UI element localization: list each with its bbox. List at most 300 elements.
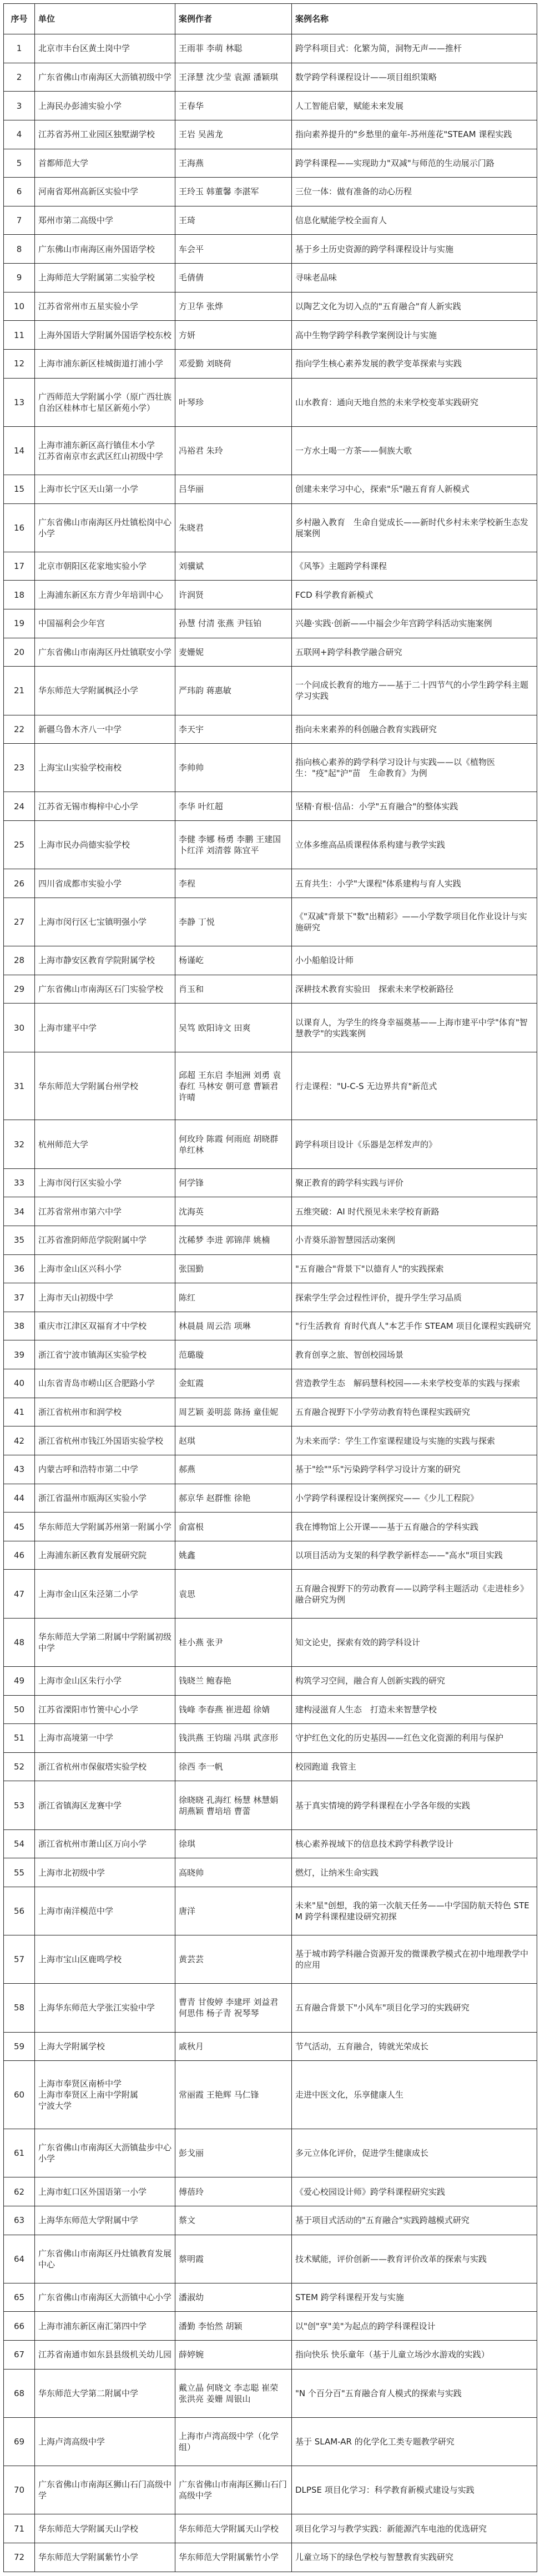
table-row: [4, 2466, 537, 2514]
cell-no: 14: [4, 426, 35, 475]
cell-unit: [35, 1340, 175, 1369]
cell-unit-line: 广东省佛山市南海区大沥镇盐步中心小学: [38, 2143, 172, 2164]
table-row: [4, 321, 537, 350]
cell-case-name-line: 五联网+跨学科教学融合研究: [295, 647, 402, 658]
cell-unit: [35, 149, 175, 178]
table-row: [4, 638, 537, 667]
table-row: [4, 715, 537, 744]
cell-author-line: 李华 叶红超: [179, 801, 223, 811]
cell-author: [175, 321, 292, 350]
cell-author: [175, 2177, 292, 2206]
cell-case-name: [292, 1752, 537, 1781]
cell-unit-line: 浙江省镇海区龙赛中学: [38, 1800, 122, 1811]
table-row: [4, 2129, 537, 2177]
cell-no: 22: [4, 715, 35, 744]
cell-unit-line: 中国福利会少年宫: [38, 618, 105, 629]
table-row: [4, 1398, 537, 1426]
table-row: [4, 2206, 537, 2235]
cell-unit-line: 广东省佛山市南海区丹灶镇松岗中心小学: [38, 517, 172, 538]
cell-unit: [35, 821, 175, 869]
table-row: [4, 2341, 537, 2370]
cell-unit-line: 浙江省杭州市和润学校: [38, 1407, 122, 1418]
cell-author: [175, 1618, 292, 1666]
cell-author-line: 徐琪: [179, 1838, 196, 1849]
cell-author: [175, 1369, 292, 1398]
cell-no: 5: [4, 149, 35, 178]
table-row: [4, 2369, 537, 2417]
table-row: [4, 609, 537, 638]
cell-case-name: [292, 792, 537, 821]
cell-author: [175, 1312, 292, 1340]
cell-author-line: 何玫玲 陈霞 何雨庭 胡晓群 单红林: [179, 1133, 279, 1155]
cell-case-name-line: 基于"绘""乐"污染跨学科学习设计方案的研究: [295, 1464, 461, 1475]
cell-author: [175, 552, 292, 581]
cell-no: 39: [4, 1340, 35, 1369]
cell-no: 60: [4, 2061, 35, 2129]
cell-unit-line: 上海民办彭浦实验小学: [38, 100, 122, 111]
cell-unit-line: 郑州市第二高级中学: [38, 215, 114, 226]
cell-no: 37: [4, 1283, 35, 1312]
cell-case-name-line: 指向素养提升的"乡愁里的童年-苏州莲花"STEAM 课程实践: [295, 129, 512, 140]
cell-unit: [35, 1283, 175, 1312]
cell-case-name: [292, 1226, 537, 1254]
cell-unit: [35, 349, 175, 378]
cell-unit: [35, 1887, 175, 1935]
cell-case-name: [292, 503, 537, 552]
cell-unit-line: 华东师范大学附属天山学校: [38, 2523, 139, 2534]
cell-no: 43: [4, 1455, 35, 1484]
cell-case-name-line: 以陶艺文化为切入点的"五育融合"育人新实践: [295, 301, 461, 311]
cell-author: [175, 2341, 292, 2370]
cell-unit-line: 上海市宝山区鹿鸣学校: [38, 1954, 122, 1965]
table-row: [4, 1695, 537, 1724]
cell-case-name: [292, 1369, 537, 1398]
cell-no: 1: [4, 34, 35, 63]
cell-no: 41: [4, 1398, 35, 1426]
cell-case-name: [292, 1052, 537, 1120]
cell-author: [175, 34, 292, 63]
cell-unit-line: 内蒙古呼和浩特市第二中学: [38, 1464, 139, 1475]
cell-no: 49: [4, 1666, 35, 1695]
cell-author-line: 郝燕: [179, 1464, 196, 1475]
cell-no: 36: [4, 1254, 35, 1283]
cell-case-name: [292, 120, 537, 149]
cell-no: 31: [4, 1052, 35, 1120]
cell-unit-line: 浙江省杭州市钱江外国语实验学校: [38, 1435, 164, 1446]
cell-case-name-line: 数学跨学科课程设计——项目组织策略: [295, 72, 437, 82]
cell-unit-line: 新疆乌鲁木齐八一中学: [38, 724, 122, 734]
cell-no: 63: [4, 2206, 35, 2235]
cell-case-name: [292, 1004, 537, 1052]
header-author: 案例作者: [175, 4, 292, 34]
cell-unit: [35, 2341, 175, 2370]
table-row: [4, 975, 537, 1004]
cell-unit-line: 上海市建平中学: [38, 1022, 97, 1033]
cell-case-name: [292, 2177, 537, 2206]
cell-unit: [35, 475, 175, 503]
cell-no: 42: [4, 1426, 35, 1455]
cell-no: 18: [4, 581, 35, 609]
cell-case-name-line: 五维突破：AI 时代预见未来学校育新路: [295, 1206, 440, 1217]
cell-case-name-line: 《风筝》主题跨学科课程: [295, 561, 387, 572]
cell-author-line: 王海燕: [179, 158, 204, 168]
cell-author-line: 李帅帅: [179, 763, 204, 773]
cell-no: 32: [4, 1120, 35, 1168]
cell-author: [175, 1168, 292, 1197]
cell-unit: [35, 178, 175, 206]
cell-author: [175, 206, 292, 235]
cell-case-name: [292, 1197, 537, 1226]
cell-author: [175, 503, 292, 552]
cell-unit-line: 上海外国语大学附属外国语学校东校: [38, 330, 172, 340]
cell-case-name-line: 小青葵乐游智慧园活动案例: [295, 1235, 396, 1246]
cell-case-name: [292, 1312, 537, 1340]
cell-unit-line: 江苏省溧阳市竹箦中心小学: [38, 1704, 139, 1715]
cell-case-name: [292, 946, 537, 975]
cell-case-name: [292, 1254, 537, 1283]
cell-author: [175, 2032, 292, 2061]
cell-author: [175, 609, 292, 638]
cell-author-line: 蔡明霞: [179, 2254, 204, 2264]
cell-unit-line: 上海市金山区朱泾第二小学: [38, 1589, 139, 1599]
cell-unit: [35, 2466, 175, 2514]
cell-case-name-line: 高中生物学跨学科教学案例设计与实施: [295, 330, 437, 340]
cell-unit: [35, 378, 175, 426]
table-row: [4, 92, 537, 120]
cell-case-name-line: 立体多维高品质课程体系构建与教学实践: [295, 840, 446, 850]
table-row: [4, 1120, 537, 1168]
cell-no: 70: [4, 2466, 35, 2514]
case-table: [3, 3, 537, 2572]
cell-case-name-line: 五育融合视野下小学劳动教育特色课程实践研究: [295, 1407, 471, 1418]
cell-author-line: 朱晓君: [179, 522, 204, 533]
table-row: [4, 1666, 537, 1695]
cell-author: [175, 1283, 292, 1312]
cell-unit-line: 河南省郑州高新区实验中学: [38, 186, 139, 197]
cell-case-name: [292, 1935, 537, 1984]
cell-case-name-line: 跨学科项目式：化繁为简，洞物无声——推杆: [295, 43, 462, 54]
cell-author-line: 张国勤: [179, 1263, 204, 1274]
cell-case-name: [292, 869, 537, 898]
cell-case-name-line: 守护红色文化的历史基因——红色文化资源的利用与保护: [295, 1733, 504, 1743]
cell-author-line: 李健 李娜 杨勇 李鹏 王建国 卜红洋 刘清蓉 陈宜平: [179, 834, 281, 856]
table-row: [4, 178, 537, 206]
cell-no: 28: [4, 946, 35, 975]
cell-author: [175, 2312, 292, 2341]
cell-author: [175, 349, 292, 378]
cell-case-name-line: 技术赋能，评价创新——教育评价改革的探索与实践: [295, 2254, 487, 2264]
cell-author: [175, 92, 292, 120]
cell-author: [175, 1120, 292, 1168]
cell-case-name-line: 我在博物馆上公开课——基于五育融合的学科实践: [295, 1521, 479, 1532]
cell-case-name-line: 未来"星"创想，我的第一次航天任务——中学国防航天特色 STEM 跨学科课程建设研究初探: [295, 1901, 529, 1922]
cell-author: [175, 292, 292, 321]
cell-unit-line: 上海浦东新区东方青少年培训中心: [38, 589, 164, 600]
table-row: [4, 869, 537, 898]
cell-author-line: 严玮韵 蒋惠敏: [179, 685, 231, 696]
cell-unit-line: 上海市闵行区实验小学: [38, 1178, 122, 1188]
cell-unit: [35, 1781, 175, 1829]
cell-no: 29: [4, 975, 35, 1004]
cell-case-name-line: 寻味老品味: [295, 273, 337, 283]
cell-author: [175, 2129, 292, 2177]
table-row: [4, 264, 537, 293]
cell-author-line: 戚秋月: [179, 2041, 204, 2051]
cell-author: [175, 1858, 292, 1887]
cell-author-line: 傅蓓玲: [179, 2186, 204, 2197]
cell-unit-line: 上海市浦东新区桂城街道打浦小学: [38, 359, 164, 369]
cell-author-line: 何学锋: [179, 1178, 204, 1188]
cell-case-name-line: 三位一体：做有准备的动心历程: [295, 186, 412, 197]
cell-case-name-line: 创建未来学习中心，探索"乐"融五育育人新模式: [295, 484, 470, 495]
table-row: [4, 1752, 537, 1781]
cell-unit: [35, 1829, 175, 1858]
table-row: [4, 2417, 537, 2466]
cell-author: [175, 264, 292, 293]
table-row: [4, 1254, 537, 1283]
table-row: [4, 1226, 537, 1254]
cell-author-line: 徐晓晓 孔海红 杨慧 林慧娟 胡燕颖 曹培培 曹蕾: [179, 1794, 279, 1816]
cell-unit-line: 华东师范大学第二附属中学: [38, 2388, 139, 2398]
cell-case-name: [292, 206, 537, 235]
header-unit: 单位: [35, 4, 175, 34]
table-row: [4, 1935, 537, 1984]
cell-case-name-line: 基于乡土历史资源的跨学科课程设计与实施: [295, 244, 454, 254]
cell-author: [175, 2235, 292, 2283]
cell-unit-line: 上海宝山实验学校南校: [38, 763, 122, 773]
cell-case-name: [292, 2283, 537, 2312]
cell-unit-line: 江苏省常州市第六中学: [38, 1206, 122, 1217]
cell-case-name-line: 指向未来素养的科创融合教育实践研究: [295, 724, 437, 734]
cell-author: [175, 2061, 292, 2129]
cell-case-name-line: 基于 SLAM-AR 的化学化工类专题教学研究: [295, 2437, 455, 2447]
cell-case-name-line: 一方水土喝一方茶——侗族大歌: [295, 445, 412, 456]
cell-case-name-line: 探索学生学会过程性评价，提升学生学习品质: [295, 1292, 462, 1303]
cell-unit-line: 江苏省常州市五星实验小学: [38, 301, 139, 311]
cell-unit: [35, 1752, 175, 1781]
cell-no: 46: [4, 1541, 35, 1570]
cell-author: [175, 1984, 292, 2032]
table-row: [4, 149, 537, 178]
cell-author: [175, 1695, 292, 1724]
cell-author-line: 林晨晨 周云浩 项琳: [179, 1321, 251, 1332]
cell-author-line: 李程: [179, 878, 196, 889]
cell-no: 7: [4, 206, 35, 235]
cell-author: [175, 1829, 292, 1858]
header-row: [4, 4, 537, 34]
cell-unit: [35, 292, 175, 321]
cell-case-name: [292, 1340, 537, 1369]
cell-unit-line: 上海市南洋模范中学: [38, 1906, 114, 1917]
cell-case-name-line: 基于城市跨学科融合资源开发的微课教学模式在初中地理教学中的应用: [295, 1949, 529, 1970]
cell-author-line: 姚鑫: [179, 1550, 196, 1561]
cell-author-line: 黄芸芸: [179, 1954, 204, 1965]
cell-case-name-line: 行走课程："U-C-S 无边界共育"新范式: [295, 1081, 437, 1091]
cell-case-name-line: 人工智能启蒙，赋能未来发展: [295, 100, 404, 111]
cell-unit: [35, 1312, 175, 1340]
cell-case-name-line: 以项目活动为支架的科学教学新样态——"高水"项目实践: [295, 1550, 503, 1561]
cell-case-name: [292, 2341, 537, 2370]
cell-case-name: [292, 1984, 537, 2032]
cell-case-name-line: 多元立体化评价，促进学生健康成长: [295, 2148, 429, 2159]
cell-unit-line: 上海市北初级中学: [38, 1867, 105, 1878]
cell-case-name-line: 兴趣·实践·创新——中福会少年宫跨学科活动实施案例: [295, 618, 492, 629]
cell-author-line: 杨谨屹: [179, 955, 204, 966]
cell-author: [175, 1752, 292, 1781]
cell-no: 13: [4, 378, 35, 426]
cell-author: [175, 667, 292, 715]
cell-no: 27: [4, 898, 35, 946]
cell-no: 51: [4, 1724, 35, 1753]
cell-case-name: [292, 1283, 537, 1312]
cell-case-name: [292, 898, 537, 946]
cell-unit: [35, 552, 175, 581]
cell-author-line: 吕华丽: [179, 484, 204, 495]
cell-no: 56: [4, 1887, 35, 1935]
cell-case-name-line: 指向核心素养的跨学科学习设计与实践——以《植物医生："疫"起"沪"苗 生命教育》为例: [295, 757, 496, 779]
table-row: [4, 2177, 537, 2206]
cell-author-line: 王雨菲 李萌 林聪: [179, 43, 243, 54]
cell-author-line: 李静 丁悦: [179, 917, 215, 927]
cell-no: 48: [4, 1618, 35, 1666]
cell-author: [175, 2514, 292, 2543]
cell-unit-line: 浙江省温州市瓯海区实验小学: [38, 1493, 147, 1503]
cell-no: 72: [4, 2543, 35, 2572]
table-body: [4, 34, 537, 2572]
cell-unit-line: 上海市金山区兴科小学: [38, 1263, 122, 1274]
cell-case-name: [292, 667, 537, 715]
cell-unit: [35, 715, 175, 744]
cell-author-line: 邓爱勤 刘晓荷: [179, 359, 231, 369]
cell-unit: [35, 1858, 175, 1887]
cell-case-name-line: 《"双减"背景下"数"出精彩》——小学数学项目化作业设计与实施研究: [295, 911, 527, 933]
table-row: [4, 2032, 537, 2061]
cell-author-line: 郝京华 赵群惟 徐艳: [179, 1493, 251, 1503]
cell-author-line: 孙慧 付清 张燕 尹钰铂: [179, 618, 262, 629]
cell-case-name: [292, 321, 537, 350]
cell-case-name-line: 儿童立场下的绿色学校与智慧教育实践研究: [295, 2552, 454, 2563]
cell-case-name: [292, 2417, 537, 2466]
cell-author-line: 沈海英: [179, 1206, 204, 1217]
cell-case-name: [292, 1887, 537, 1935]
cell-case-name-line: 五育融合背景下"小风车"项目化学习的实践研究: [295, 2003, 470, 2013]
cell-case-name: [292, 2061, 537, 2129]
cell-unit-line: 江苏省苏州工业园区独墅湖学校: [38, 129, 155, 140]
cell-no: 9: [4, 264, 35, 293]
cell-author-line: 徐西 李一帆: [179, 1762, 223, 1772]
cell-case-name-line: 五育融合视野下的劳动教育——以跨学科主题活动《走进桂乡》融合研究为例: [295, 1583, 529, 1605]
cell-unit-line: 浙江省杭州市萧山区万向小学: [38, 1838, 147, 1849]
cell-unit: [35, 869, 175, 898]
cell-unit-line: 上海卢湾高级中学: [38, 2437, 105, 2447]
cell-author-line: 王岩 吴茜龙: [179, 129, 223, 140]
cell-case-name: [292, 2369, 537, 2417]
table-row: [4, 2235, 537, 2283]
cell-author-line: 桂小燕 张尹: [179, 1637, 223, 1647]
cell-unit-line: 四川省成都市实验小学: [38, 878, 122, 889]
table-row: [4, 34, 537, 63]
cell-no: 67: [4, 2341, 35, 2370]
cell-author-line: 王琦: [179, 215, 196, 226]
cell-case-name: [292, 1168, 537, 1197]
header-name: 案例名称: [292, 4, 537, 34]
cell-no: 38: [4, 1312, 35, 1340]
cell-no: 66: [4, 2312, 35, 2341]
cell-case-name: [292, 2129, 537, 2177]
cell-no: 54: [4, 1829, 35, 1858]
cell-case-name: [292, 1484, 537, 1513]
cell-case-name-line: 为未来而学：学生工作室课程建设与实施的实践与探索: [295, 1435, 496, 1446]
cell-author: [175, 1004, 292, 1052]
cell-unit-line: 上海浦东新区教育发展研究院: [38, 1550, 147, 1561]
cell-author-line: 唐洋: [179, 1906, 196, 1917]
cell-unit-line: 广西师范大学附属小学（原广西壮族自治区桂林市七星区新苑小学）: [38, 391, 172, 413]
cell-case-name-line: 节气活动，五育融合，铸就光荣成长: [295, 2041, 429, 2051]
cell-case-name: [292, 34, 537, 63]
cell-case-name: [292, 1570, 537, 1618]
cell-case-name: [292, 1724, 537, 1753]
cell-unit: [35, 1984, 175, 2032]
cell-author-line: 华东师范大学附属紫竹小学: [179, 2552, 279, 2563]
cell-unit-line: 上海市金山区朱行小学: [38, 1676, 122, 1686]
table-row: [4, 581, 537, 609]
cell-author: [175, 235, 292, 264]
cell-author: [175, 1254, 292, 1283]
cell-unit: [35, 975, 175, 1004]
cell-case-name-line: STEM 跨学科课程开发与实施: [295, 2292, 404, 2303]
cell-unit: [35, 63, 175, 92]
cell-no: 21: [4, 667, 35, 715]
cell-unit: [35, 2206, 175, 2235]
cell-author: [175, 869, 292, 898]
cell-unit-line: 广东佛山市南海区南外国语学校: [38, 244, 155, 254]
cell-unit: [35, 1197, 175, 1226]
cell-case-name: [292, 63, 537, 92]
cell-no: 69: [4, 2417, 35, 2466]
table-row: [4, 206, 537, 235]
table-row: [4, 1197, 537, 1226]
cell-case-name: [292, 178, 537, 206]
cell-author: [175, 1455, 292, 1484]
cell-unit: [35, 2514, 175, 2543]
cell-case-name: [292, 1695, 537, 1724]
cell-author: [175, 715, 292, 744]
cell-case-name: [292, 581, 537, 609]
cell-author-line: 高晓帅: [179, 1867, 204, 1878]
cell-author: [175, 638, 292, 667]
cell-no: 4: [4, 120, 35, 149]
cell-unit-line: 宁波大学: [38, 2101, 72, 2111]
cell-case-name-line: 五育共生：小学"大课程"体系建构与育人实践: [295, 878, 461, 889]
cell-unit-line: 上海市长宁区天山第一小学: [38, 484, 139, 495]
cell-case-name-line: 指向快乐 快乐童年（基于儿童立场沙水游戏的实践）: [295, 2350, 489, 2360]
cell-unit: [35, 321, 175, 350]
table-row: [4, 2514, 537, 2543]
cell-author-line: 俞富根: [179, 1521, 204, 1532]
cell-author-line: 方妍: [179, 330, 196, 340]
cell-author-line: 方卫华 张烨: [179, 301, 223, 311]
cell-author: [175, 2543, 292, 2572]
cell-no: 55: [4, 1858, 35, 1887]
table-row: [4, 120, 537, 149]
cell-author-line: 赵琪: [179, 1435, 196, 1446]
cell-case-name-line: 项目化学习与教学实践：新能源汽车电池的优选研究: [295, 2523, 487, 2534]
table-row: [4, 792, 537, 821]
cell-author-line: 王泽慧 沈少莹 袁源 潘颖琪: [179, 72, 279, 82]
cell-author: [175, 1340, 292, 1369]
cell-unit-line: 上海市奉贤区上南中学附属: [38, 2090, 139, 2100]
cell-case-name: [292, 292, 537, 321]
